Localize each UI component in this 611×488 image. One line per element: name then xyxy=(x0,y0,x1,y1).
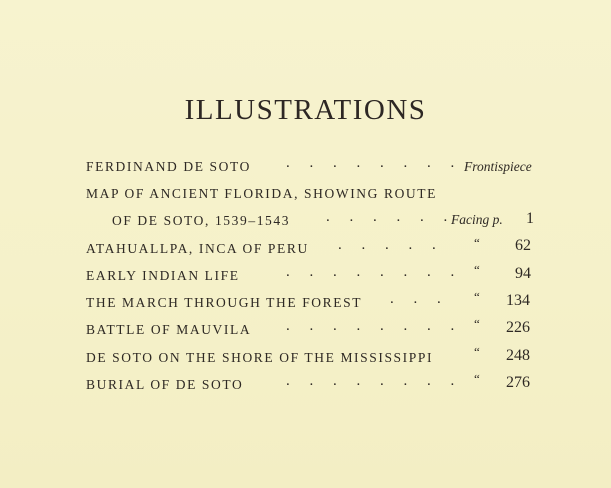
leader-dots: . . . . . . . . xyxy=(286,373,463,389)
list-item-title: THE MARCH THROUGH THE FOREST xyxy=(86,295,363,310)
leader-dots: . . . xyxy=(390,291,449,307)
page-number: 94 xyxy=(515,265,531,282)
list-item-title: DE SOTO ON THE SHORE OF THE MISSISSIPPI xyxy=(86,350,434,365)
list-item-title: ATAHUALLPA, INCA OF PERU xyxy=(86,241,309,256)
leader-dots: . . . . . xyxy=(338,237,444,253)
leader-dots: . . . . . . xyxy=(326,209,456,225)
ditto-mark: “ xyxy=(474,316,480,331)
leader-dots: . . . . . . . . xyxy=(286,318,463,334)
ditto-mark: “ xyxy=(474,371,480,386)
list-item-title: FERDINAND DE SOTO xyxy=(86,159,251,174)
leader-dots: . . . . . . . . xyxy=(286,155,463,171)
list-item-title: EARLY INDIAN LIFE xyxy=(86,268,240,283)
list-item-title: BATTLE OF MAUVILA xyxy=(86,322,252,337)
list-item-title: OF DE SOTO, 1539–1543 xyxy=(112,213,291,228)
page-number: 248 xyxy=(506,347,530,364)
page-number: 1 xyxy=(526,210,534,227)
ditto-mark: “ xyxy=(474,344,480,359)
page-title: ILLUSTRATIONS xyxy=(184,94,427,126)
facing-label: Facing p. xyxy=(451,212,503,227)
ditto-mark: “ xyxy=(474,289,480,304)
list-item-title: MAP OF ANCIENT FLORIDA, SHOWING ROUTE xyxy=(86,186,437,201)
ditto-mark: “ xyxy=(474,235,480,250)
page-number: 134 xyxy=(506,292,530,309)
leader-dots: . . . . . . . . xyxy=(286,264,463,280)
list-item-title: BURIAL OF DE SOTO xyxy=(86,377,244,392)
page-number: 226 xyxy=(506,319,530,336)
page-number: 62 xyxy=(515,237,531,254)
frontispiece-label: Frontispiece xyxy=(464,159,532,174)
ditto-mark: “ xyxy=(474,262,480,277)
page-number: 276 xyxy=(506,374,530,391)
